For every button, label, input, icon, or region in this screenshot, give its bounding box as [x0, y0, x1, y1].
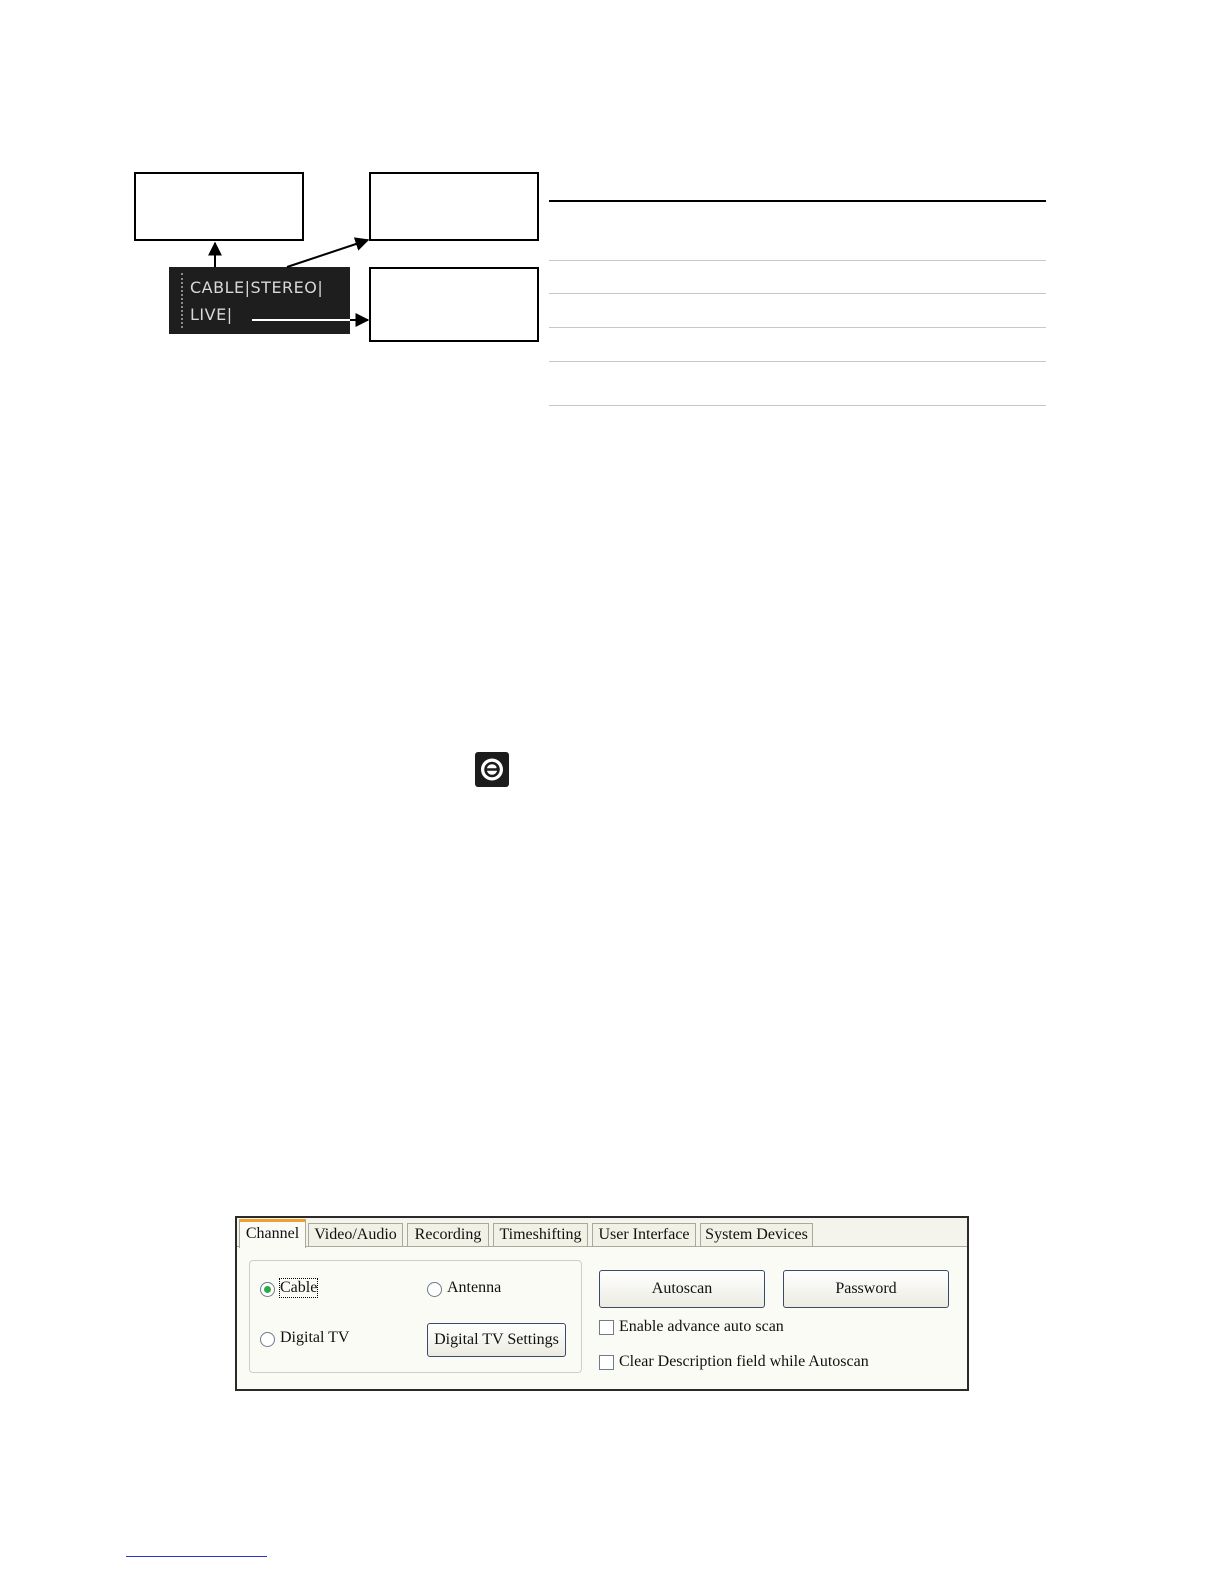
digital-tv-radio[interactable] — [260, 1332, 275, 1347]
table-rule-top — [549, 200, 1046, 202]
clear-description-checkbox[interactable] — [599, 1355, 614, 1370]
tab-system-devices[interactable]: System Devices — [700, 1223, 813, 1246]
table-rule — [549, 327, 1046, 328]
cable-label[interactable]: Cable — [280, 1279, 318, 1296]
enable-advance-auto-scan-checkbox[interactable] — [599, 1320, 614, 1335]
circle-arrows-icon — [475, 752, 509, 787]
tab-channel[interactable]: Channel — [239, 1219, 306, 1248]
settings-dialog — [235, 1216, 969, 1391]
clear-description-label[interactable]: Clear Description field while Autoscan — [619, 1353, 869, 1370]
tab-baseline — [237, 1246, 967, 1247]
status-line-mode: LIVE| — [190, 305, 233, 324]
tab-timeshifting[interactable]: Timeshifting — [493, 1223, 588, 1246]
password-button[interactable]: Password — [783, 1270, 949, 1308]
table-rule-bottom — [549, 405, 1046, 406]
signal-source-group — [249, 1260, 582, 1373]
enable-advance-auto-scan-label[interactable]: Enable advance auto scan — [619, 1318, 784, 1335]
tab-user-interface[interactable]: User Interface — [592, 1223, 696, 1246]
tab-recording[interactable]: Recording — [407, 1223, 489, 1246]
digital-tv-settings-button[interactable]: Digital TV Settings — [427, 1323, 566, 1357]
autoscan-button[interactable]: Autoscan — [599, 1270, 765, 1308]
table-rule — [549, 260, 1046, 261]
table-rule — [549, 361, 1046, 362]
antenna-label[interactable]: Antenna — [447, 1279, 502, 1296]
arrow-to-audio-box — [287, 240, 368, 267]
table-rule — [549, 293, 1046, 294]
antenna-radio[interactable] — [427, 1282, 442, 1297]
callout-arrows — [0, 0, 600, 360]
digital-tv-label[interactable]: Digital TV — [280, 1329, 350, 1346]
tab-video-audio[interactable]: Video/Audio — [308, 1223, 403, 1246]
cable-radio[interactable] — [260, 1282, 275, 1297]
footnote-separator — [126, 1556, 267, 1557]
status-line-source-audio: CABLE|STEREO| — [190, 278, 324, 297]
